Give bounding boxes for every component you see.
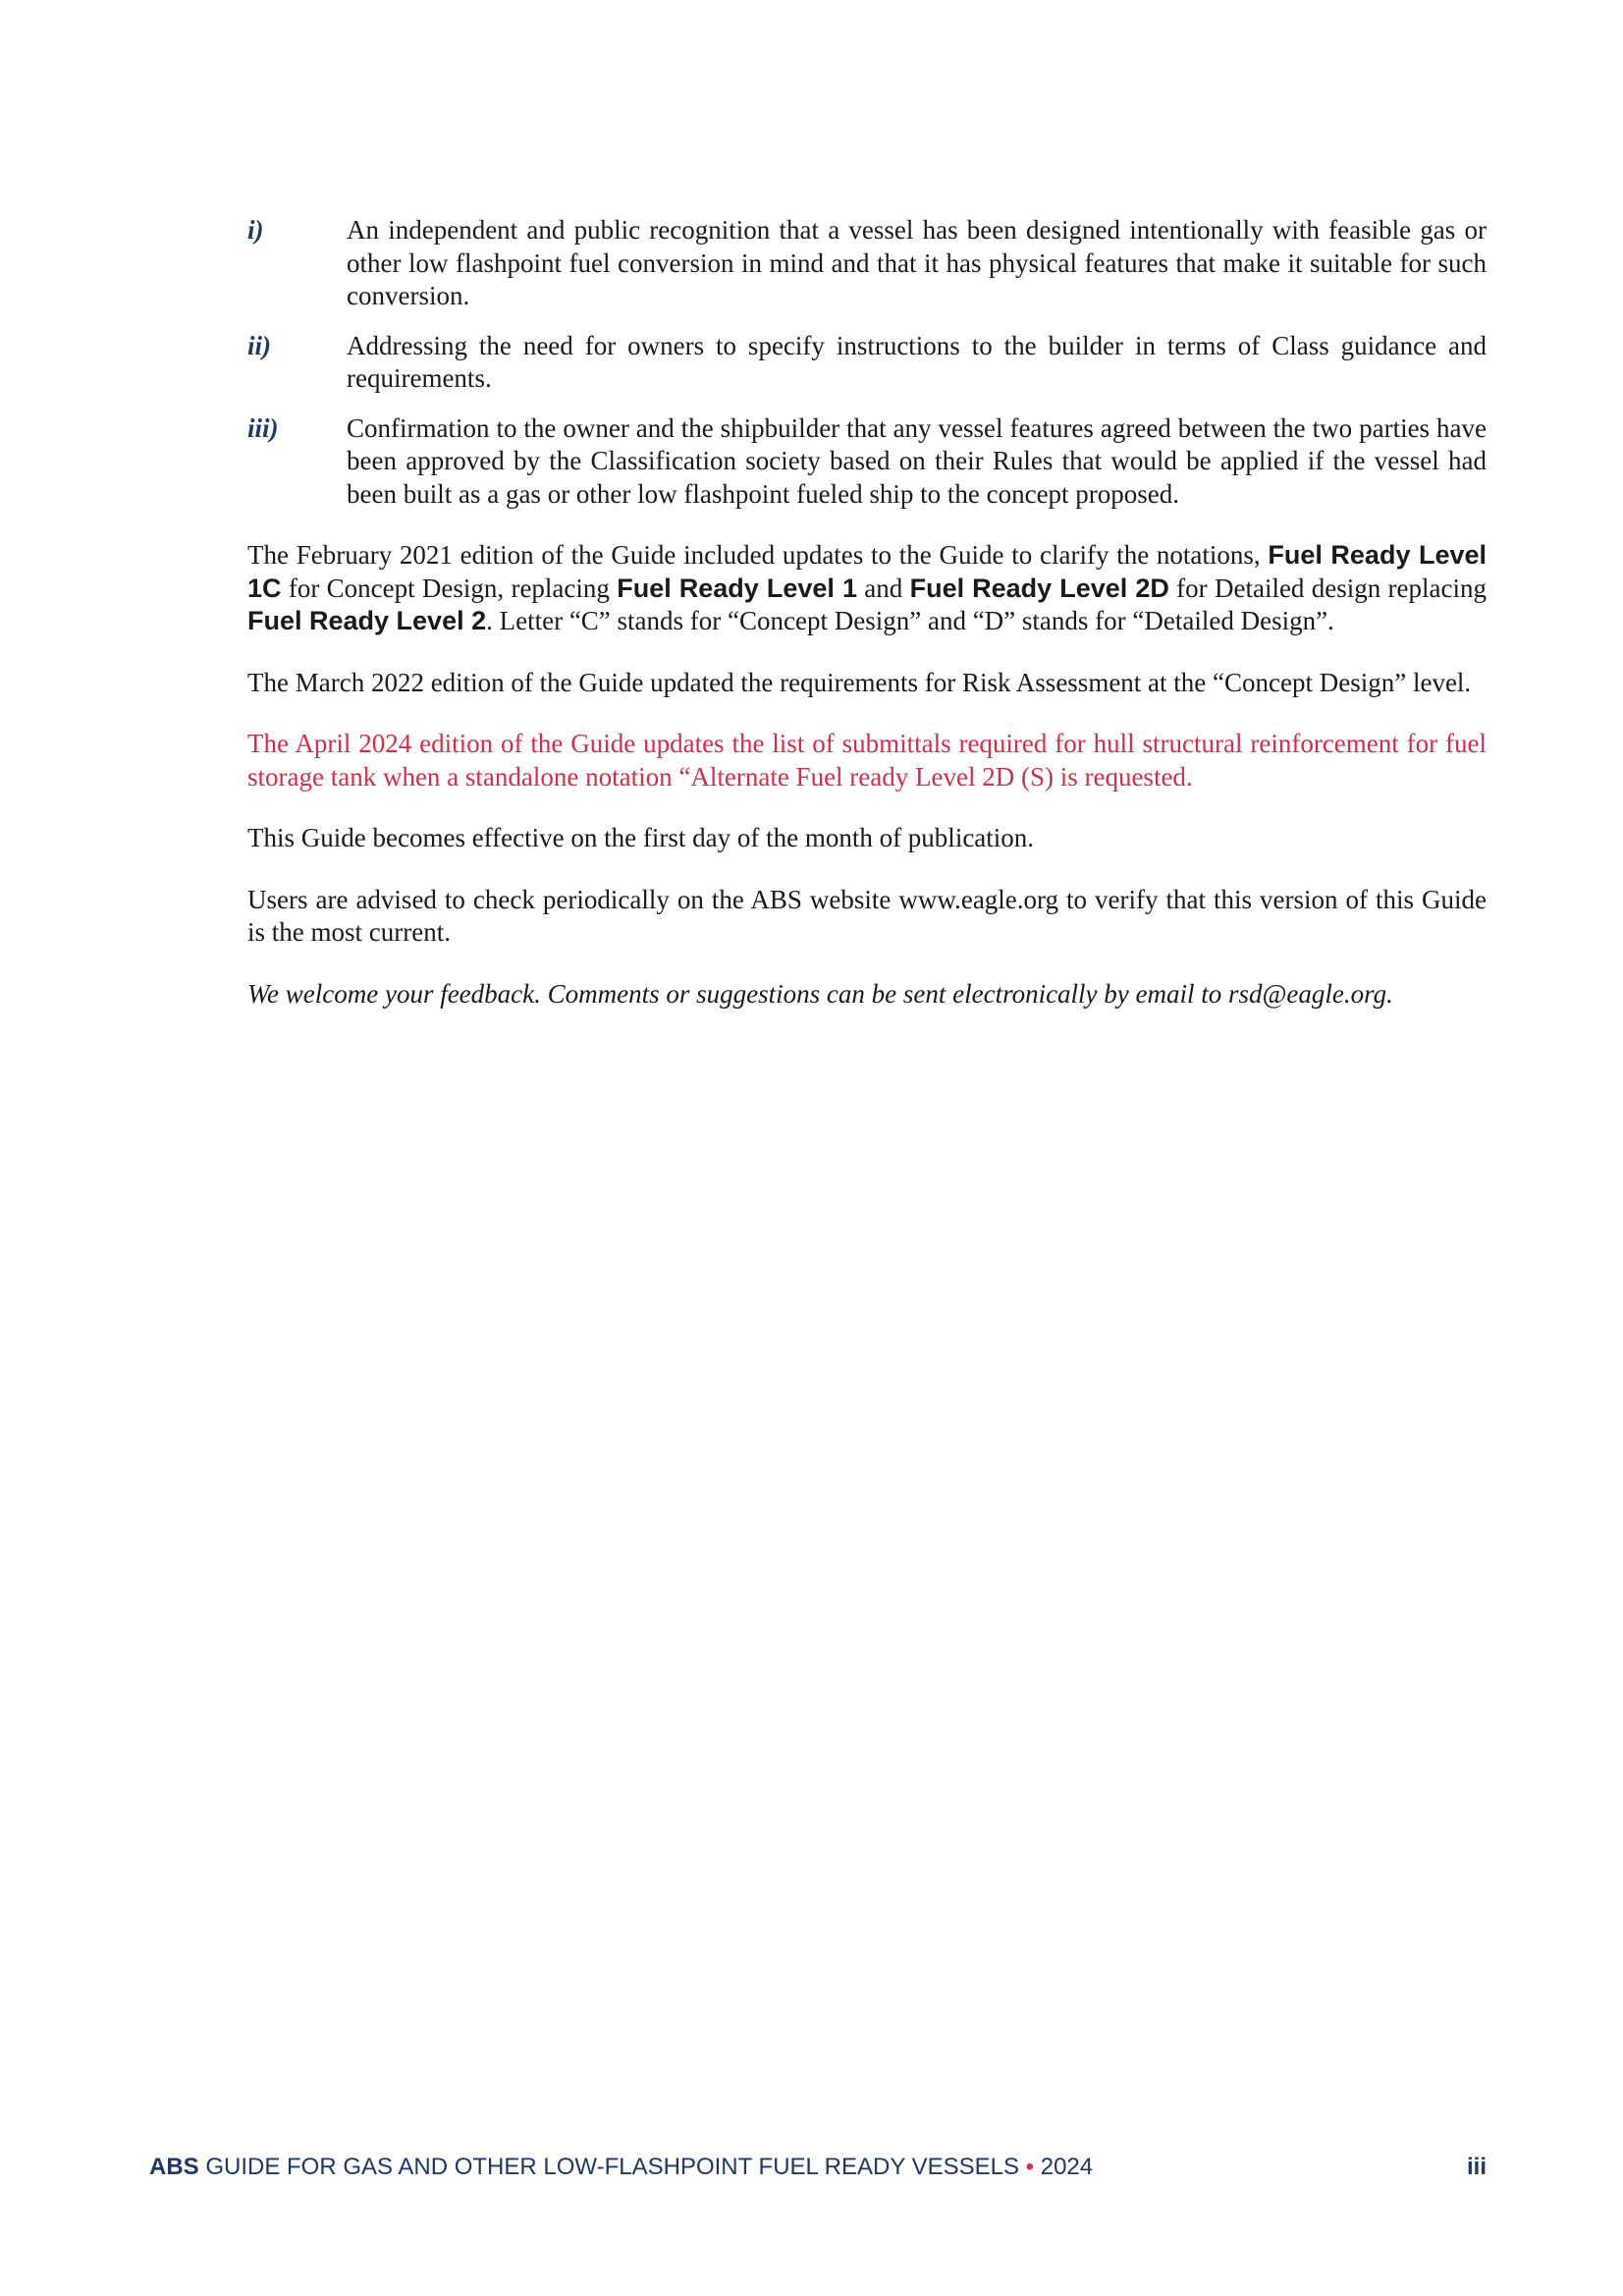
list-marker: i) (247, 215, 264, 245)
footer-dot: • (1025, 2154, 1035, 2180)
notation-fuel-ready-level-2d: Fuel Ready Level 2D (909, 573, 1169, 603)
list-marker: ii) (247, 330, 271, 360)
document-body (247, 214, 1487, 1039)
paragraph-april-2024: The April 2024 edition of the Guide updates the list of submittals required for hull structural reinforcement for fuel storage tank when a standalone notation “Alternate Fuel ready Level 2D (S) is requested. (247, 729, 1487, 792)
paragraph-feedback: We welcome your feedback. Comments or suggestions can be sent electronically by email to rsd@eagle.org. (247, 978, 1393, 1009)
footer-year: 2024 (1034, 2154, 1094, 2180)
list-item-text: An independent and public recognition that a vessel has been designed intentionally with feasible gas or other low flashpoint fuel conversion in mind and that it has physical features that make it suitable for such conversion. (347, 215, 1487, 310)
page-number: iii (1466, 2154, 1487, 2180)
paragraph-february-2021 (247, 539, 1487, 638)
text-run: for Detailed design replacing (1168, 573, 1487, 603)
page-footer (149, 2154, 1487, 2181)
notation-fuel-ready-level-1c: Fuel Ready Level 1C (247, 540, 1487, 603)
footer-guide-title: GUIDE FOR GAS AND OTHER LOW-FLASHPOINT FUEL READY VESSELS (198, 2154, 1026, 2180)
paragraph-march-2022: The March 2022 edition of the Guide updated the requirements for Risk Assessment at the “Concept Design” level. (247, 667, 1472, 697)
text-run: The February 2021 edition of the Guide included updates to the Guide to clarify the notations, (247, 540, 1269, 570)
text-run: . Letter “C” stands for “Concept Design” and “D” stands for “Detailed Design”. (486, 606, 1334, 635)
footer-title (149, 2154, 1093, 2181)
paragraph-effective: This Guide becomes effective on the first day of the month of publication. (247, 823, 1035, 852)
list-item (247, 330, 1487, 396)
footer-abs: ABS (149, 2154, 199, 2180)
notation-fuel-ready-level-2: Fuel Ready Level 2 (247, 606, 487, 635)
paragraph-users: Users are advised to check periodically on the ABS website www.eagle.org to verify that this version of this Guide is the most current. (247, 884, 1487, 947)
list-item (247, 412, 1487, 512)
text-run: for Concept Design, replacing (281, 573, 618, 603)
list-marker: iii) (247, 412, 279, 443)
notation-fuel-ready-level-1: Fuel Ready Level 1 (617, 573, 857, 603)
text-run: and (856, 573, 910, 603)
list-item-text: Addressing the need for owners to specify instructions to the builder in terms of Class guidance and requirements. (347, 330, 1487, 393)
list-item-text: Confirmation to the owner and the shipbuilder that any vessel features agreed between the two parties have been approved by the Classification society based on their Rules that would be applied if the vessel had been built as a gas or other low flashpoint fueled ship to the concept proposed. (347, 412, 1487, 509)
list-item (247, 214, 1487, 313)
